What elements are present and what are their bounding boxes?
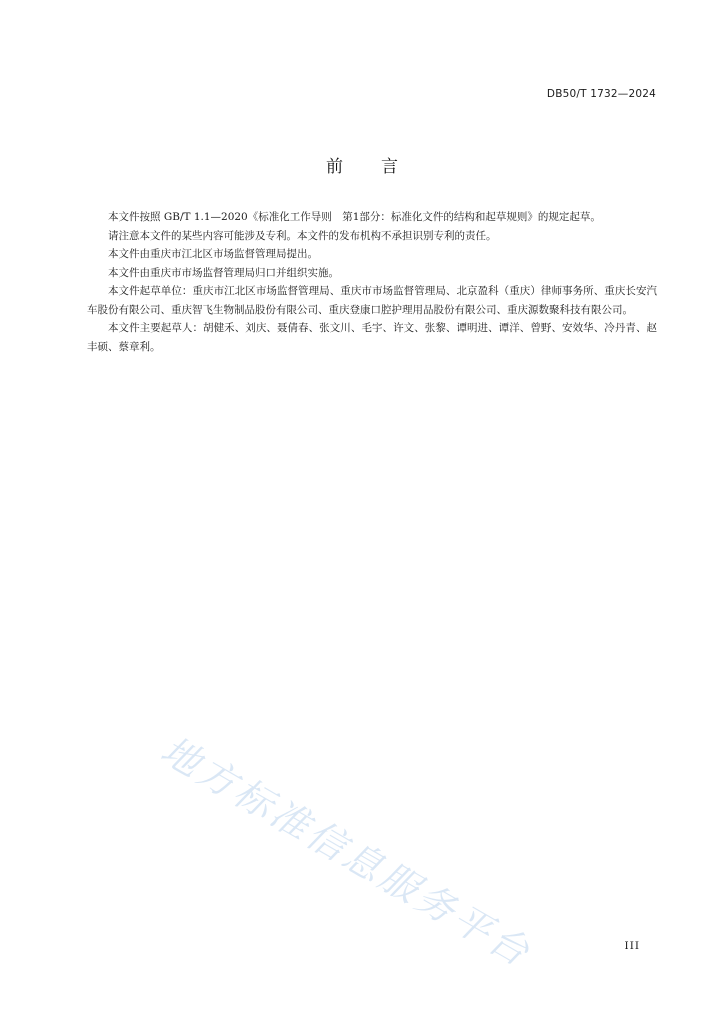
- paragraph-drafters: 本文件主要起草人：胡健禾、刘庆、聂倩春、张文川、毛宇、许文、张黎、谭明进、谭洋、曾野、安效华、冷丹青、赵丰硕、蔡章利。: [87, 322, 657, 353]
- watermark: 地方标准信息服务平台: [153, 727, 540, 976]
- foreword-body: [87, 208, 657, 356]
- page-title: [0, 152, 724, 177]
- paragraph-centralized-by: 本文件由重庆市市场监督管理局归口并组织实施。: [108, 266, 339, 279]
- title-char-1: 前: [326, 157, 343, 177]
- paragraph-patent-notice: 请注意本文件的某些内容可能涉及专利。本文件的发布机构不承担识别专利的责任。: [108, 229, 497, 242]
- document-code: DB50/T 1732—2024: [546, 88, 656, 100]
- title-char-2: 言: [381, 157, 398, 177]
- paragraph-drafting-units: 本文件起草单位：重庆市江北区市场监督管理局、重庆市市场监督管理局、北京盈科（重庆）律师事务所、重庆长安汽车股份有限公司、重庆智飞生物制品股份有限公司、重庆登康口腔护理用品股份有限公司、重庆源数聚科技有限公司。: [87, 285, 657, 316]
- paragraph-proposed-by: 本文件由重庆市江北区市场监督管理局提出。: [108, 248, 318, 260]
- paragraph-drafting-rules: 本文件按照 GB/T 1.1—2020《标准化工作导则 第1部分：标准化文件的结构和起草规则》的规定起草。: [108, 211, 601, 223]
- page-number: III: [624, 940, 640, 952]
